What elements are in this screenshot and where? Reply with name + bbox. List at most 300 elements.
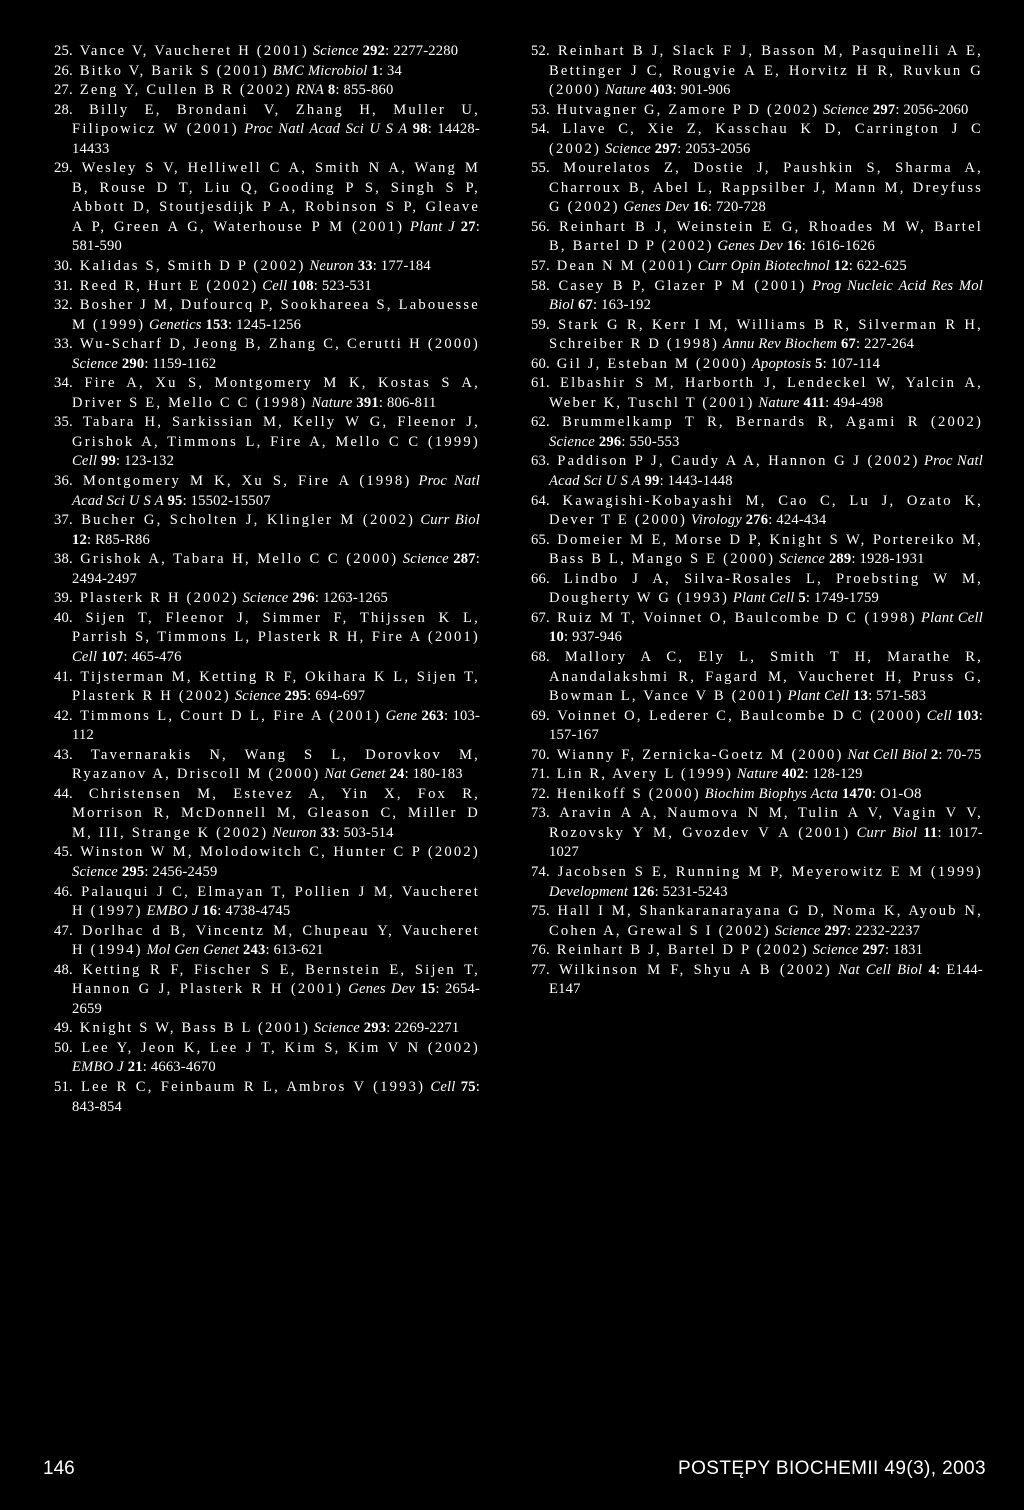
reference-authors-year: Mallory A C, Ely L, Smith T H, Marathe R, Anandalakshmi R, Fagard M, Vaucheret H, Pruss G, Bowman L, Vance V B (2001)	[549, 648, 983, 705]
reference-number: 76.	[531, 942, 550, 959]
reference-volume: 15	[420, 981, 436, 998]
reference-pages: : 571-583	[868, 688, 927, 705]
reference-entry	[54, 1078, 480, 1117]
reference-authors-year: Christensen M, Estevez A, Yin X, Fox R, Morrison R, McDonnell M, Gleason C, Miller D M, III, Strange K (2002)	[72, 785, 480, 841]
reference-journal: Cell	[262, 277, 288, 294]
reference-volume: 10	[549, 629, 564, 646]
reference-pages: : 2232-2237	[846, 922, 921, 939]
reference-entry	[54, 961, 480, 1020]
reference-volume: 27	[460, 218, 476, 235]
reference-entry	[531, 159, 983, 218]
reference-entry	[54, 413, 480, 472]
reference-entry	[531, 277, 983, 316]
reference-entry	[531, 785, 983, 805]
reference-number: 31.	[54, 277, 73, 294]
reference-journal: EMBO J	[146, 903, 199, 920]
reference-journal: Apoptosis	[751, 355, 812, 372]
reference-journal: Prog Nucleic Acid Res Mol Biol	[549, 277, 983, 314]
reference-pages: : 163-192	[592, 297, 652, 314]
reference-journal: Gene	[385, 707, 418, 724]
reference-number: 56.	[531, 218, 550, 235]
reference-number: 59.	[531, 316, 550, 333]
reference-journal: Science	[812, 942, 859, 959]
reference-number: 50.	[54, 1039, 73, 1056]
reference-entry	[531, 257, 983, 277]
reference-journal: Science	[72, 355, 118, 372]
reference-entry	[54, 511, 480, 550]
reference-entry	[531, 492, 983, 531]
reference-authors-year: Stark G R, Kerr I M, Williams B R, Silverman R H, Schreiber R D (1998)	[549, 316, 983, 353]
reference-journal: Science	[774, 922, 821, 939]
reference-pages: : 128-129	[804, 766, 863, 783]
reference-entry	[531, 609, 983, 648]
reference-journal: Genes Dev	[717, 238, 783, 255]
reference-journal: Nat Cell Biol	[847, 746, 928, 763]
reference-volume: 98	[412, 121, 428, 138]
reference-journal: Science	[242, 590, 289, 607]
reference-authors-year: Tabara H, Sarkissian M, Kelly W G, Fleenor J, Grishok A, Timmons L, Fire A, Mello C C (1999)	[72, 414, 480, 450]
reference-authors-year: Henikoff S (2000)	[556, 785, 701, 802]
reference-authors-year: Grishok A, Tabara H, Mello C C (2000)	[80, 551, 399, 568]
reference-pages: : 494-498	[825, 394, 884, 411]
reference-volume: 16	[202, 903, 218, 920]
page-number: 146	[43, 1458, 75, 1479]
reference-entry	[531, 765, 983, 785]
reference-authors-year: Wilkinson M F, Shyu A B (2002)	[558, 961, 832, 978]
reference-authors-year: Mourelatos Z, Dostie J, Paushkin S, Sharma A, Charroux B, Abel L, Rappsilber J, Mann M, Dreyfuss G (2002)	[549, 160, 983, 216]
reference-authors-year: Voinnet O, Lederer C, Baulcombe D C (2000)	[557, 707, 923, 724]
reference-number: 29.	[54, 160, 73, 177]
reference-authors-year: Bitko V, Barik S (2001)	[79, 62, 269, 79]
reference-journal: Proc Natl Acad Sci U S A	[72, 473, 480, 509]
reference-entry	[531, 374, 983, 413]
reference-pages: : 901-906	[672, 82, 731, 99]
reference-pages: : 2494-2497	[72, 551, 480, 587]
reference-entry	[54, 335, 480, 374]
reference-pages: : 2456-2459	[144, 863, 218, 880]
reference-journal: EMBO J	[72, 1059, 124, 1076]
reference-entry	[531, 218, 983, 257]
reference-volume: 263	[421, 707, 444, 724]
reference-authors-year: Vance V, Vaucheret H (2001)	[79, 43, 309, 59]
reference-authors-year: Hutvagner G, Zamore P D (2002)	[556, 101, 820, 118]
reference-journal: Nat Genet	[324, 766, 386, 783]
reference-authors-year: Llave C, Xie Z, Kasschau K D, Carrington J C (2002)	[549, 121, 983, 157]
reference-pages: : 1749-1759	[805, 590, 880, 607]
reference-authors-year: Tijsterman M, Ketting R F, Okihara K L, Sijen T, Plasterk R H (2002)	[72, 668, 480, 705]
reference-authors-year: Tavernarakis N, Wang S L, Dorovkov M, Ryazanov A, Driscoll M (2000)	[72, 746, 480, 783]
reference-volume: 243	[243, 942, 266, 959]
reference-pages: : 123-132	[115, 453, 175, 470]
reference-authors-year: Reinhart B J, Slack F J, Basson M, Pasquinelli A E, Bettinger J C, Rougvie A E, Horvitz H R, Ruvkun G (2000)	[549, 43, 983, 99]
reference-volume: 11	[923, 824, 938, 841]
reference-volume: 293	[363, 1020, 387, 1037]
reference-number: 33.	[54, 336, 73, 353]
reference-number: 62.	[531, 414, 550, 431]
reference-volume: 99	[644, 473, 660, 490]
reference-number: 26.	[54, 62, 73, 79]
reference-entry	[531, 746, 983, 766]
reference-number: 45.	[54, 844, 73, 861]
reference-entry	[54, 843, 480, 882]
reference-pages: : 937-946	[564, 629, 623, 646]
reference-entry	[54, 668, 480, 707]
reference-pages: : E144-E147	[549, 961, 983, 998]
reference-number: 42.	[54, 707, 73, 724]
reference-pages: : 694-697	[307, 688, 366, 705]
reference-number: 28.	[54, 101, 73, 118]
reference-journal: Nature	[604, 82, 647, 99]
reference-volume: 95	[167, 492, 183, 509]
reference-number: 74.	[531, 863, 550, 880]
reference-volume: 297	[824, 922, 847, 939]
reference-journal: Proc Natl Acad Sci U S A	[549, 453, 983, 490]
reference-number: 72.	[531, 785, 550, 802]
reference-number: 70.	[531, 746, 550, 763]
reference-authors-year: Kawagishi-Kobayashi M, Cao C, Lu J, Ozato K, Dever T E (2000)	[549, 492, 983, 529]
reference-journal: Nat Cell Biol	[838, 961, 923, 978]
reference-entry	[54, 1019, 480, 1039]
reference-authors-year: Timmons L, Court D L, Fire A (2001)	[80, 707, 382, 724]
reference-pages: : 1245-1256	[228, 316, 302, 333]
reference-entry	[54, 922, 480, 961]
reference-volume: 290	[121, 355, 145, 372]
reference-pages: : 2056-2060	[895, 101, 969, 118]
reference-number: 39.	[54, 590, 73, 607]
reference-journal: Neuron	[309, 258, 354, 275]
reference-journal: Curr Biol	[856, 824, 918, 841]
reference-entry	[54, 883, 480, 922]
reference-authors-year: Jacobsen S E, Running M P, Meyerowitz E M (1999)	[557, 863, 983, 880]
reference-journal: Neuron	[272, 824, 317, 841]
reference-pages: : 103-112	[72, 707, 481, 744]
reference-volume: 297	[872, 101, 896, 118]
reference-volume: 5	[798, 590, 806, 607]
reference-entry	[531, 961, 983, 1000]
reference-volume: 24	[389, 766, 405, 783]
reference-entry	[54, 609, 480, 668]
reference-volume: 1	[371, 62, 379, 79]
reference-volume: 296	[292, 590, 315, 607]
reference-pages: : 180-183	[404, 766, 463, 783]
reference-number: 69.	[531, 707, 550, 724]
reference-authors-year: Kalidas S, Smith D P (2002)	[79, 258, 306, 275]
reference-volume: 1470	[842, 785, 872, 802]
reference-pages: : 4738-4745	[217, 903, 291, 920]
reference-number: 65.	[531, 531, 550, 548]
reference-volume: 5	[815, 355, 823, 372]
reference-number: 30.	[54, 258, 73, 275]
reference-entry	[54, 374, 480, 413]
reference-journal: Plant Cell	[787, 688, 850, 705]
reference-number: 38.	[54, 551, 73, 568]
reference-authors-year: Hall I M, Shankaranarayana G D, Noma K, Ayoub N, Cohen A, Grewal S I (2002)	[549, 903, 983, 939]
reference-entry	[531, 863, 983, 902]
reference-entry	[531, 531, 983, 570]
references-column-right	[531, 42, 983, 1000]
reference-authors-year: Reinhart B J, Weinstein E G, Rhoades M W, Bartel B, Bartel D P (2002)	[549, 218, 983, 255]
reference-volume: 126	[632, 883, 655, 900]
reference-pages: : 1616-1626	[801, 238, 875, 255]
reference-authors-year: Ruiz M T, Voinnet O, Baulcombe D C (1998)	[557, 609, 917, 626]
reference-authors-year: Casey B P, Glazer P M (2001)	[558, 277, 807, 294]
reference-journal: Science	[402, 551, 449, 568]
reference-volume: 33	[357, 258, 373, 275]
reference-volume: 67	[577, 297, 593, 314]
reference-journal: Plant J	[409, 218, 455, 235]
reference-pages: : 2277-2280	[385, 43, 459, 59]
reference-volume: 21	[127, 1059, 143, 1076]
reference-authors-year: Reinhart B J, Bartel D P (2002)	[556, 942, 809, 959]
reference-authors-year: Winston W M, Molodowitch C, Hunter C P (2002)	[80, 844, 480, 861]
reference-journal: Genetics	[149, 316, 202, 333]
reference-authors-year: Elbashir S M, Harborth J, Lendeckel W, Yalcin A, Weber K, Tuschl T (2001)	[549, 375, 983, 411]
reference-volume: 103	[956, 707, 979, 724]
reference-entry	[54, 550, 480, 589]
reference-pages: : 34	[378, 62, 403, 79]
reference-pages: : 622-625	[848, 258, 907, 275]
reference-pages: : 1263-1265	[314, 590, 388, 607]
reference-number: 67.	[531, 609, 550, 626]
reference-journal: Science	[312, 43, 359, 59]
reference-journal: Development	[549, 883, 629, 900]
reference-pages: : 503-514	[335, 824, 394, 841]
reference-number: 71.	[531, 766, 550, 783]
reference-journal: Cell	[72, 648, 98, 665]
reference-number: 43.	[54, 746, 73, 763]
reference-authors-year: Ketting R F, Fischer S E, Bernstein E, Sijen T, Hannon G J, Plasterk R H (2001)	[72, 961, 480, 998]
reference-volume: 2	[930, 746, 939, 763]
reference-number: 48.	[54, 961, 73, 978]
reference-number: 52.	[531, 43, 550, 59]
reference-authors-year: Knight S W, Bass B L (2001)	[79, 1020, 311, 1037]
reference-journal: Cell	[926, 707, 952, 724]
reference-entry	[531, 355, 983, 375]
reference-number: 77.	[531, 961, 550, 978]
reference-entry	[54, 707, 480, 746]
reference-number: 61.	[531, 375, 550, 392]
reference-number: 41.	[54, 668, 73, 685]
reference-volume: 75	[460, 1078, 476, 1095]
reference-entry	[54, 1039, 480, 1078]
reference-authors-year: Sijen T, Fleenor J, Simmer F, Thijssen K L, Parrish S, Timmons L, Plasterk R H, Fire A (2001)	[72, 609, 480, 646]
reference-entry	[531, 570, 983, 609]
reference-journal: Curr Biol	[420, 512, 480, 529]
reference-entry	[54, 296, 480, 335]
reference-authors-year: Brummelkamp T R, Bernards R, Agami R (2002)	[562, 414, 984, 431]
reference-number: 27.	[54, 82, 73, 99]
reference-pages: : 15502-15507	[182, 492, 271, 509]
reference-entry	[531, 413, 983, 452]
reference-volume: 16	[692, 199, 708, 216]
reference-journal: BMC Microbiol	[272, 62, 368, 79]
reference-pages: : 2654-2659	[72, 981, 481, 1017]
reference-entry	[54, 62, 480, 82]
reference-entry	[531, 707, 983, 746]
journal-issue: POSTĘPY BIOCHEMII 49(3), 2003	[678, 1458, 986, 1479]
reference-entry	[54, 81, 480, 101]
reference-journal: RNA	[295, 82, 325, 99]
reference-authors-year: Paddison P J, Caudy A A, Hannon G J (2002)	[557, 453, 920, 470]
reference-authors-year: Dean N M (2001)	[556, 258, 694, 275]
reference-entry	[54, 42, 480, 62]
reference-authors-year: Domeier M E, Morse D P, Knight S W, Portereiko M, Bass B L, Mango S E (2000)	[549, 531, 983, 568]
reference-entry	[531, 42, 983, 101]
reference-journal: Nature	[311, 394, 353, 411]
reference-pages: : O1-O8	[872, 785, 922, 802]
reference-authors-year: Bosher J M, Dufourcq P, Sookhareea S, Labouesse M (1999)	[72, 297, 480, 333]
reference-journal: Science	[604, 140, 651, 157]
reference-journal: Mol Gen Genet	[146, 942, 240, 959]
reference-journal: Science	[779, 551, 826, 568]
reference-entry	[531, 941, 983, 961]
reference-pages: : 465-476	[123, 648, 182, 665]
reference-entry	[54, 257, 480, 277]
reference-authors-year: Wianny F, Zernicka-Goetz M (2000)	[556, 746, 844, 763]
reference-number: 60.	[531, 355, 550, 372]
reference-volume: 402	[781, 766, 805, 783]
reference-pages: : 227-264	[856, 336, 915, 353]
reference-entry	[531, 101, 983, 121]
reference-entry	[54, 472, 480, 511]
reference-volume: 16	[786, 238, 802, 255]
reference-pages: : 424-434	[768, 512, 827, 529]
reference-journal: Proc Natl Acad Sci U S A	[244, 121, 408, 138]
reference-journal: Annu Rev Biochem	[722, 336, 838, 353]
reference-volume: 33	[320, 824, 336, 841]
reference-volume: 296	[598, 433, 622, 450]
reference-pages: : 550-553	[621, 433, 680, 450]
reference-authors-year: Aravin A A, Naumova N M, Tulin A V, Vagin V V, Rozovsky Y M, Gvozdev V A (2001)	[549, 805, 983, 841]
reference-pages: : 523-531	[313, 277, 372, 294]
reference-number: 32.	[54, 297, 73, 314]
reference-number: 75.	[531, 903, 550, 920]
reference-volume: 276	[745, 512, 769, 529]
reference-authors-year: Wesley S V, Helliwell C A, Smith N A, Wang M B, Rouse D T, Liu Q, Gooding P S, Singh S P, Abbott D, Stoutjesdijk P A, Robinson S P, Gleave A P, Green A G, Waterhouse P M (2001)	[72, 160, 480, 235]
reference-authors-year: Gil J, Esteban M (2000)	[556, 355, 748, 372]
reference-entry	[531, 452, 983, 491]
reference-authors-year: Wu-Scharf D, Jeong B, Zhang C, Cerutti H (2000)	[79, 336, 480, 353]
reference-number: 73.	[531, 805, 550, 822]
reference-entry	[531, 316, 983, 355]
reference-number: 68.	[531, 648, 550, 665]
reference-journal: Science	[72, 863, 118, 880]
reference-number: 64.	[531, 492, 550, 509]
reference-pages: : 14428-14433	[72, 121, 480, 157]
reference-volume: 297	[654, 140, 678, 157]
reference-volume: 12	[72, 531, 87, 548]
reference-volume: 153	[205, 316, 229, 333]
reference-authors-year: Plasterk R H (2002)	[79, 590, 239, 607]
reference-pages: : 843-854	[72, 1078, 480, 1115]
reference-pages: : 1831	[884, 942, 924, 959]
reference-authors-year: Palauqui J C, Elmayan T, Pollien J M, Vaucheret H (1997)	[72, 883, 480, 920]
reference-pages: : 806-811	[378, 394, 437, 411]
reference-volume: 108	[291, 277, 314, 294]
references-column-left	[54, 42, 480, 1117]
reference-authors-year: Reed R, Hurt E (2002)	[79, 277, 259, 294]
reference-pages: : 1017-1027	[549, 824, 983, 861]
reference-entry	[531, 120, 983, 159]
reference-journal: Plant Cell	[732, 590, 795, 607]
reference-pages: : 720-728	[707, 199, 766, 216]
reference-number: 40.	[54, 609, 73, 626]
reference-volume: 403	[650, 82, 673, 99]
reference-journal: Virology	[690, 512, 742, 529]
reference-volume: 12	[833, 258, 849, 275]
reference-number: 36.	[54, 473, 73, 490]
reference-pages: : 177-184	[372, 258, 431, 275]
reference-entry	[54, 589, 480, 609]
reference-journal: Genes Dev	[623, 199, 689, 216]
reference-volume: 297	[862, 942, 885, 959]
reference-journal: Science	[313, 1020, 360, 1037]
reference-pages: : R85-R86	[87, 531, 151, 548]
reference-entry	[54, 159, 480, 257]
reference-volume: 4	[928, 961, 936, 978]
reference-authors-year: Lin R, Avery L (1999)	[556, 766, 734, 783]
reference-journal: Science	[549, 433, 595, 450]
reference-number: 25.	[54, 43, 73, 59]
reference-journal: Curr Opin Biotechnol	[697, 258, 830, 275]
reference-number: 49.	[54, 1020, 73, 1037]
reference-authors-year: Lee R C, Feinbaum R L, Ambros V (1993)	[81, 1078, 426, 1095]
reference-volume: 8	[327, 82, 336, 99]
reference-number: 51.	[54, 1078, 73, 1095]
reference-authors-year: Fire A, Xu S, Montgomery M K, Kostas S A, Driver S E, Mello C C (1998)	[72, 375, 480, 411]
reference-volume: 295	[121, 863, 145, 880]
reference-pages: : 107-114	[822, 355, 881, 372]
reference-number: 53.	[531, 101, 550, 118]
reference-journal: Genes Dev	[348, 981, 416, 998]
reference-number: 54.	[531, 121, 550, 138]
reference-journal: Biochim Biophys Acta	[704, 785, 839, 802]
reference-volume: 99	[100, 453, 116, 470]
reference-volume: 287	[453, 551, 476, 568]
reference-number: 47.	[54, 922, 73, 939]
reference-authors-year: Zeng Y, Cullen B R (2002)	[79, 82, 292, 99]
reference-journal: Plant Cell	[920, 609, 983, 626]
reference-number: 35.	[54, 414, 73, 431]
reference-entry	[54, 101, 480, 160]
reference-pages: : 5231-5243	[654, 883, 728, 900]
reference-pages: : 1928-1931	[851, 551, 925, 568]
reference-volume: 67	[841, 336, 856, 353]
reference-pages: : 4663-4670	[142, 1059, 216, 1076]
reference-volume: 289	[828, 551, 852, 568]
reference-entry	[54, 746, 480, 785]
reference-authors-year: Billy E, Brondani V, Zhang H, Muller U, Filipowicz W (2001)	[72, 101, 480, 138]
reference-volume: 391	[356, 394, 379, 411]
reference-journal: Nature	[758, 394, 800, 411]
reference-entry	[531, 902, 983, 941]
reference-authors-year: Dorlhac d B, Vincentz M, Chupeau Y, Vaucheret H (1994)	[72, 922, 480, 959]
reference-pages: : 70-75	[938, 746, 982, 763]
reference-number: 37.	[54, 512, 73, 529]
reference-pages: : 1159-1162	[144, 355, 217, 372]
reference-number: 44.	[54, 785, 73, 802]
reference-pages: : 855-860	[335, 82, 394, 99]
reference-volume: 13	[853, 688, 869, 705]
reference-number: 57.	[531, 258, 550, 275]
reference-entry	[531, 804, 983, 863]
reference-volume: 411	[803, 394, 826, 411]
reference-number: 63.	[531, 453, 550, 470]
reference-journal: Science	[234, 688, 281, 705]
reference-journal: Science	[823, 101, 869, 118]
reference-volume: 292	[362, 43, 386, 59]
reference-authors-year: Montgomery M K, Xu S, Fire A (1998)	[82, 473, 412, 490]
